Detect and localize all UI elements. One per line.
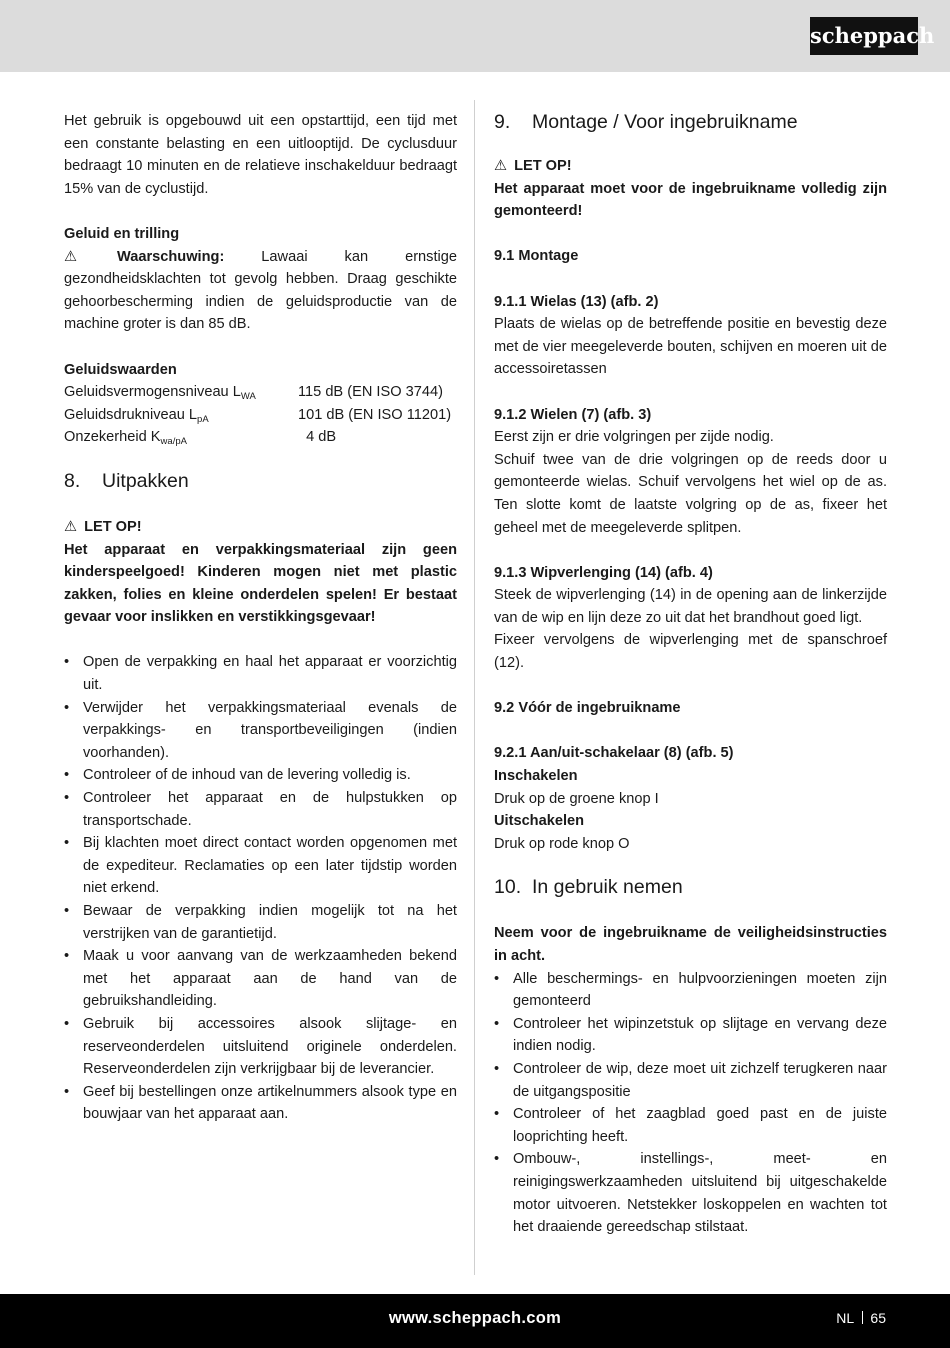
list-item: • Ombouw-, instellings-, meet- en reinigingswerkzaamheden uitsluitend bij uitgeschakelde motor uitvoeren. Netstekker loskoppelen en wachten tot het draaiende gereedschap stilstaat. [494, 1148, 887, 1238]
startup-list [494, 968, 887, 1239]
scheppach-logo: scheppach [810, 17, 918, 55]
section-8-warning: Het apparaat en verpakkingsmateriaal zijn geen kinderspeelgoed! Kinderen mogen niet met plastic zakken, folies en kleine onderdelen spelen! Er bestaat gevaar voor inslikken en verstikkingsgevaar! [64, 541, 457, 626]
subsection-9-2-1: 9.2.1 Aan/uit-schakelaar (8) (afb. 5) [494, 745, 734, 762]
section-9-heading: 9. Montage / Voor ingebruikname [494, 111, 798, 133]
list-item: • Geef bij bestellingen onze artikelnummers alsook type en bouwjaar van het apparaat aan. [64, 1081, 457, 1126]
subsection-9-1-3: 9.1.3 Wipverlenging (14) (afb. 4) [494, 564, 713, 581]
list-item: • Open de verpakking en haal het apparaat er voorzichtig uit. [64, 651, 457, 696]
unpacking-list [64, 651, 457, 1125]
list-item: • Controleer of de inhoud van de levering volledig is. [64, 764, 457, 787]
subsection-9-1: 9.1 Montage [494, 248, 579, 265]
subsection-9-2: 9.2 Vóór de ingebruikname [494, 700, 681, 717]
values-heading: Geluidswaarden [64, 361, 177, 378]
value-row: Geluidsvermogensniveau $L_{WA}$ 115 dB (EN ISO 3744) [64, 384, 443, 403]
warning-icon: ⚠ [64, 518, 78, 535]
list-item: • Controleer de wip, deze moet uit zichzelf terugkeren naar de uitgangspositie [494, 1058, 887, 1103]
list-item: • Controleer of het zaagblad goed past en de juiste looprichting heeft. [494, 1103, 887, 1148]
column-divider [474, 100, 475, 1275]
noise-heading: Geluid en trilling [64, 225, 180, 242]
list-item: • Maak u voor aanvang van de werkzaamheden bekend met het apparaat aan de hand van de gebruikshandleiding. [64, 945, 457, 1013]
website-url: www.scheppach.com [388, 1309, 562, 1327]
list-item: • Gebruik bij accessoires alsook slijtage- en reserveonderdelen uitsluitend originele onderdelen. Reserveonderdelen zijn verkrijgbaar bij de leverancier. [64, 1013, 457, 1081]
letop-label: ⚠ LET OP! [494, 155, 887, 178]
letop-label: ⚠ LET OP! [64, 516, 457, 539]
section-10-intro: Neem voor de ingebruikname de veiligheidsinstructies in acht. [494, 925, 887, 964]
subsection-9-1-1: 9.1.1 Wielas (13) (afb. 2) [494, 293, 659, 310]
section-8-heading: 8. Uitpakken [64, 469, 189, 492]
list-item: • Controleer het apparaat en de hulpstukken op transportschade. [64, 787, 457, 832]
list-item: • Controleer het wipinzetstuk op slijtage en vervang deze indien nodig. [494, 1013, 887, 1058]
page-header [0, 0, 950, 72]
intro-paragraph: Het gebruik is opgebouwd uit een opstarttijd, een tijd met een constante belasting en een uitlooptijd. De cyclusduur bedraagt 10 minuten en de relatieve inschakelduur bedraagt 15% van de cyclustijd. [64, 113, 457, 197]
section-10-heading: 10. In gebruik nemen [494, 876, 683, 899]
warning-icon: ⚠ [64, 248, 78, 265]
value-row: Geluidsdrukniveau $L_{pA}$ 101 dB (EN ISO 11201) [64, 406, 452, 425]
list-item: • Verwijder het verpakkingsmateriaal evenals de verpakkings- en transportbeveiligingen (indien voorhanden). [64, 697, 457, 765]
section-9-warning: Het apparaat moet voor de ingebruikname volledig zijn gemonteerd! [494, 180, 887, 220]
list-item: • Alle beschermings- en hulpvoorzieningen moeten zijn gemonteerd [494, 968, 887, 1013]
warning-icon: ⚠ [494, 158, 508, 174]
left-column [64, 110, 457, 1126]
noise-warning: ⚠ Waarschuwing: Lawaai kan ernstige gezondheidsklachten tot gevolg hebben. Draag geschikte gehoorbescherming indien de geluidsproductie van de machine groter is dan 85 dB. [64, 246, 457, 336]
right-column: 9. Montage / Voor ingebruikname ⚠ LET OP! Het apparaat moet voor de ingebruikname volledig zijn gemonteerd! 9.1 Montage 9.1.1 Wielas (13) (afb. 2) Plaats de wielas op de betreffende positie en bevestig deze met de vier meegeleverde bouten, schijven en moeren uit de accessoiretassen 9.1.2 Wielen (7) (afb. 3) Eerst zijn er drie volgringen per zijde nodig. Schuif twee van de drie volgringen op de reeds door u gemonteerde wielas. Schuif vervolgens het wiel op de as. Ten slotte komt de laatste volgring op de as, fixeer het geheel met de meegeleverde splitpen. 9.1.3 Wipverlenging (14) (afb. 4) Steek de wipverlenging (14) in de opening aan de linkerzijde van de wip en lijn deze zo uit dat het brandhout goed ligt. Fixeer vervolgens de wipverlenging met de spanschroef (12). 9.2 Vóór de ingebruikname 9.2.1 Aan/uit-schakelaar (8) (afb. 5) Inschakelen Druk op de groene knop I Uitschakelen Druk op rode knop O 10. In gebruik nemen Neem voor de ingebruikname de veiligheidsinstructies in acht. • Alle beschermings- en hulpvoorzieningen moeten zijn gemonteerd • Controleer het wipinzetstuk op slijtage en vervang deze indien nodig. • Controleer de wip, deze moet uit zichzelf terugkeren naar de uitgangspositie • Controleer of het zaagblad goed past en de juiste looprichting heeft. • Ombouw-, instellings-, meet- en reinigingswerkzaamheden uitsluitend bij uitgeschakelde motor uitvoeren. Netstekker loskoppelen en wachten tot het draaiende gereedschap stilstaat. [494, 110, 887, 1239]
list-item: • Bewaar de verpakking indien mogelijk tot na het verstrijken van de garantietijd. [64, 900, 457, 945]
list-item: • Bij klachten moet direct contact worden opgenomen met de expediteur. Reclamaties op een later tijdstip worden niet erkend. [64, 832, 457, 900]
page-number: NL 65 [836, 1310, 886, 1326]
subsection-9-1-2: 9.1.2 Wielen (7) (afb. 3) [494, 406, 652, 423]
value-row: Onzekerheid $K_{wa/pA}$ 4 dB [64, 429, 337, 448]
page-footer [0, 1294, 950, 1348]
